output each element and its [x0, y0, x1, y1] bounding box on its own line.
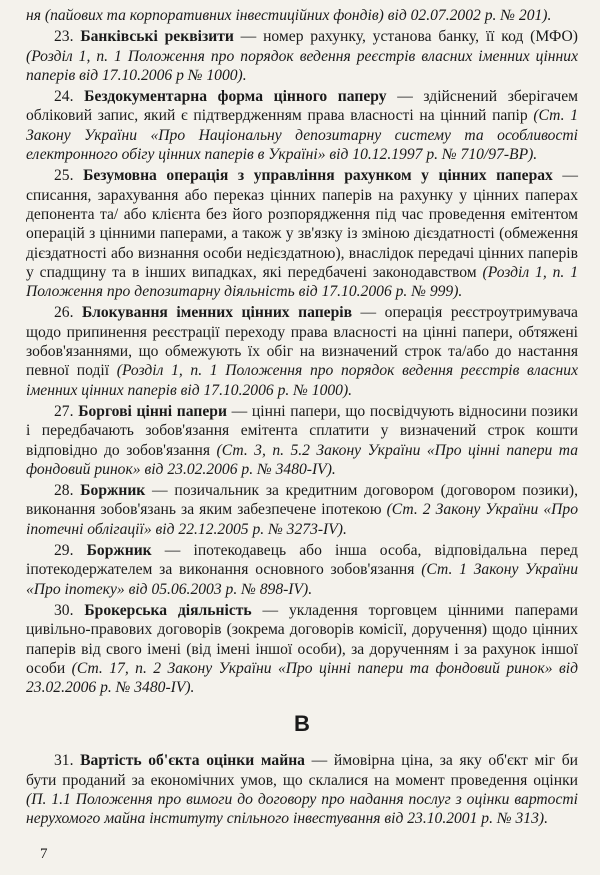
entry-term: Безумовна операція з управління рахунком у цінних паперах [83, 167, 553, 185]
entry-term: Вартість об'єкта оцінки майна [80, 752, 305, 770]
entry-text: — іпотекодавець або інша особа, відповідальна перед іпотекодержателем за виконання основного зобов'язання [26, 542, 578, 579]
entry-term: Боржник [86, 542, 152, 560]
entry-27 [26, 402, 578, 479]
entry-text: — номер рахунку, установа банку, її код (МФО) [233, 28, 578, 46]
entry-source: (П. 1.1 Положення про вимоги до договору про надання послуг з оцінки вартості нерухомого майна інституту спільного інвестування від 23.10.2001 р. № 313). [26, 790, 578, 828]
entry-number: 23. [54, 28, 74, 46]
entry-number: 30. [54, 601, 74, 619]
entry-number: 25. [54, 167, 74, 185]
entry-number: 31. [54, 752, 74, 770]
entry-term: Брокерська діяльність [84, 601, 252, 619]
entry-term: Банківські реквізити [80, 28, 234, 46]
intro-paragraph [26, 6, 578, 25]
entry-25 [26, 166, 578, 301]
entry-number: 26. [54, 304, 74, 322]
entry-source: (Ст. 17, п. 2 Закону України «Про цінні папери та фондовий ринок» від 23.02.2006 р. № 3480-IV). [26, 659, 578, 697]
entry-24 [26, 87, 578, 164]
entry-source: (Розділ 1, п. 1 Положення про депозитарну діяльність від 17.10.2006 р. № 999). [26, 263, 578, 301]
entry-text: — цінні папери, що посвідчують відносини позики і передбачають зобов'язання емітента сплатити у визначений строк кошти відповідно до зобов'язання [26, 402, 578, 459]
entry-source: (Ст. 3, п. 5.2 Закону України «Про цінні папери та фондовий ринок» від 23.02.2006 р. № 3480-IV). [26, 441, 579, 478]
entry-source: (Розділ 1, п. 1 Положення про порядок ведення реєстрів власних іменних цінних паперів від 17.10.2006 р № 1000). [26, 47, 578, 84]
page-number: 7 [40, 846, 48, 862]
entry-30 [26, 601, 578, 697]
intro-source: ня (пайових та корпоративних інвестиційних фондів) від 02.07.2002 р. № 201). [26, 7, 552, 24]
entry-23 [26, 27, 578, 85]
entry-number: 28. [54, 482, 74, 500]
entry-text: — здійснений зберігачем обліковий запис, який є підтвердженням права власності на цінний папір [26, 88, 579, 125]
entry-term: Боргові цінні папери [78, 402, 227, 420]
entry-source: (Розділ 1, п. 1 Положення про порядок ведення реєстрів власних іменних цінних паперів від 17.10.2006 р. № 1000). [26, 362, 578, 399]
entry-31 [26, 751, 578, 828]
entry-text: — ймовірна ціна, за яку об'єкт міг би бути проданий за економічних умов, що склалися на момент проведення оцінки [26, 752, 578, 789]
entry-text: — операція реєстроутримувача щодо припинення реєстрації переходу права власності на цінні папери, обтяжені зобов'язаннями, що обмежують їх обіг на визначений строк та/або до настання певної події [26, 304, 578, 380]
entry-text: — списання, зарахування або переказ цінних паперів на рахунку у цінних паперах депонента та/ або клієнта без його розпорядження під час проведення емітентом операцій з цінними паперами, а також у зв'язку із зміною дієздатності (обмеження дієздатності або визнання особи недієздатною), внаслідок передачі цінних паперів у спадщину та в інших випадках, які передбачені законодавством [26, 167, 578, 281]
section-letter-heading: В [294, 711, 310, 737]
entry-26 [26, 303, 578, 399]
entry-term: Боржник [80, 482, 146, 500]
entry-28 [26, 481, 578, 539]
entry-number: 27. [54, 402, 74, 420]
entry-number: 24. [54, 88, 74, 106]
entry-term: Бездокументарна форма цінного паперу [84, 88, 387, 106]
entry-term: Блокування іменних цінних паперів [82, 304, 353, 322]
entry-text: — укладення торговцем цінними паперами цивільно-правових договорів (зокрема договорів комісії, доручення) щодо цінних паперів від свого імені (від імені іншої особи), за дорученням і за рахунок іншої особи [26, 601, 578, 677]
entry-number: 29. [54, 542, 74, 560]
entry-text: — позичальник за кредитним договором (договором позики), виконання зобов'язань за яким забезпечене іпотекою [26, 482, 578, 519]
entry-29 [26, 541, 578, 599]
entry-source: (Ст. 2 Закону України «Про іпотечні облігації» від 22.12.2005 р. № 3273-IV). [26, 501, 578, 538]
entry-source: (Ст. 1 Закону України «Про іпотеку» від 05.06.2003 р. № 898-IV). [26, 561, 578, 598]
entry-source: (Ст. 1 Закону України «Про Національну депозитарну систему та особливості електронного обігу цінних паперів в Україні» від 10.12.1997 р. № 710/97-ВР). [26, 107, 578, 164]
